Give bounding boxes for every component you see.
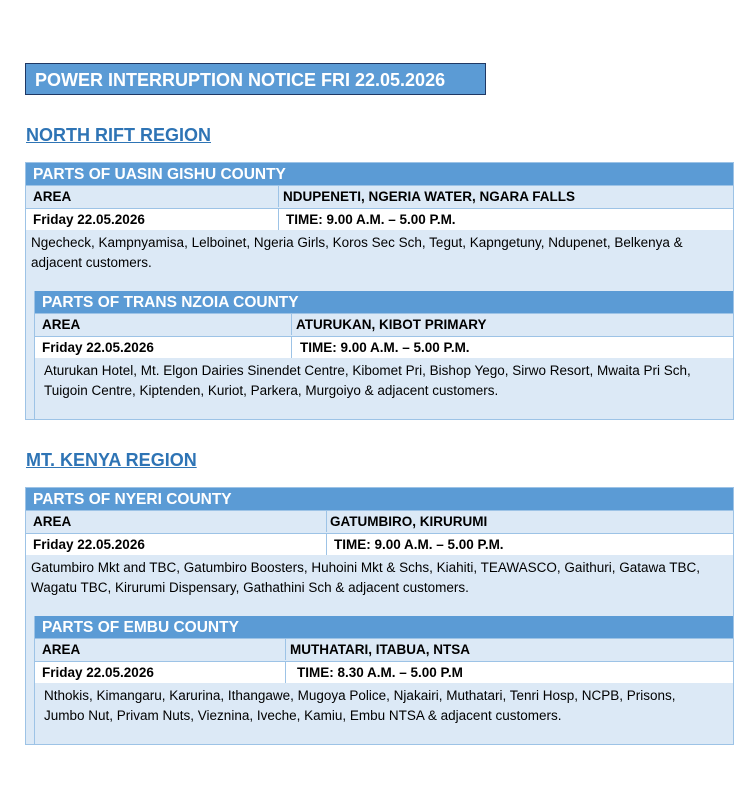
cell-divider xyxy=(285,662,286,683)
county-header: PARTS OF TRANS NZOIA COUNTY xyxy=(35,291,733,313)
county-block-embu xyxy=(34,616,733,744)
interruption-date: Friday 22.05.2026 xyxy=(42,340,154,355)
county-block-nyeri xyxy=(25,487,734,745)
area-label: AREA xyxy=(33,189,72,204)
date-time-row xyxy=(35,336,733,358)
county-header: PARTS OF NYERI COUNTY xyxy=(26,488,733,510)
cell-divider xyxy=(326,511,327,532)
cell-divider xyxy=(278,209,279,230)
region-title-mt-kenya: MT. KENYA REGION xyxy=(26,450,197,470)
area-row xyxy=(35,313,733,335)
interruption-date: Friday 22.05.2026 xyxy=(33,212,145,227)
interruption-time: TIME: 9.00 A.M. – 5.00 P.M. xyxy=(300,340,470,355)
affected-customers: Aturukan Hotel, Mt. Elgon Dairies Sinendet Centre, Kibomet Pri, Bishop Yego, Sirwo Resort, Mwaita Pri Sch, Tuigoin Centre, Kiptenden, Kuriot, Parkera, Murgoiyo & adjacent customers. xyxy=(44,363,691,398)
affected-customers: Gatumbiro Mkt and TBC, Gatumbiro Boosters, Huhoini Mkt & Schs, Kiahiti, TEAWASCO, Gaithuri, Gatawa TBC, Wagatu TBC, Kirurumi Dispensary, Gathathini Sch & adjacent customers. xyxy=(31,560,700,595)
county-block-trans-nzoia xyxy=(34,291,733,419)
date-time-row xyxy=(26,208,733,230)
interruption-time: TIME: 9.00 A.M. – 5.00 P.M. xyxy=(286,212,456,227)
affected-customers: Nthokis, Kimangaru, Karurina, Ithangawe, Mugoya Police, Njakairi, Muthatari, Tenri Hosp, NCPB, Prisons, Jumbo Nut, Privam Nuts, Vieznina, Iveche, Kamiu, Embu NTSA & adjacent customers. xyxy=(44,688,676,723)
interruption-time: TIME: 9.00 A.M. – 5.00 P.M. xyxy=(334,537,504,552)
county-header: PARTS OF EMBU COUNTY xyxy=(35,616,733,638)
county-header: PARTS OF UASIN GISHU COUNTY xyxy=(26,163,733,185)
county-block-uasin-gishu xyxy=(25,162,734,420)
interruption-date: Friday 22.05.2026 xyxy=(42,665,154,680)
area-value: GATUMBIRO, KIRURUMI xyxy=(330,514,488,529)
area-label: AREA xyxy=(33,514,72,529)
cell-divider xyxy=(278,186,279,207)
date-time-row xyxy=(35,661,733,683)
area-value: ATURUKAN, KIBOT PRIMARY xyxy=(296,317,487,332)
area-row xyxy=(26,510,733,532)
area-row xyxy=(35,638,733,660)
cell-divider xyxy=(285,639,286,660)
interruption-date: Friday 22.05.2026 xyxy=(33,537,145,552)
area-value: NDUPENETI, NGERIA WATER, NGARA FALLS xyxy=(283,189,576,204)
affected-customers: Ngecheck, Kampnyamisa, Lelboinet, Ngeria Girls, Koros Sec Sch, Tegut, Kapngetuny, Ndupenet, Belkenya & adjacent customers. xyxy=(31,235,683,270)
interruption-time: TIME: 8.30 A.M. – 5.00 P.M xyxy=(297,665,463,680)
area-label: AREA xyxy=(42,642,81,657)
notice-title: POWER INTERRUPTION NOTICE FRI 22.05.2026 xyxy=(25,63,486,95)
cell-divider xyxy=(291,337,292,358)
date-time-row xyxy=(26,533,733,555)
area-value: MUTHATARI, ITABUA, NTSA xyxy=(290,642,470,657)
region-title-north-rift: NORTH RIFT REGION xyxy=(26,125,211,145)
area-row xyxy=(26,185,733,207)
cell-divider xyxy=(291,314,292,335)
cell-divider xyxy=(326,534,327,555)
area-label: AREA xyxy=(42,317,81,332)
